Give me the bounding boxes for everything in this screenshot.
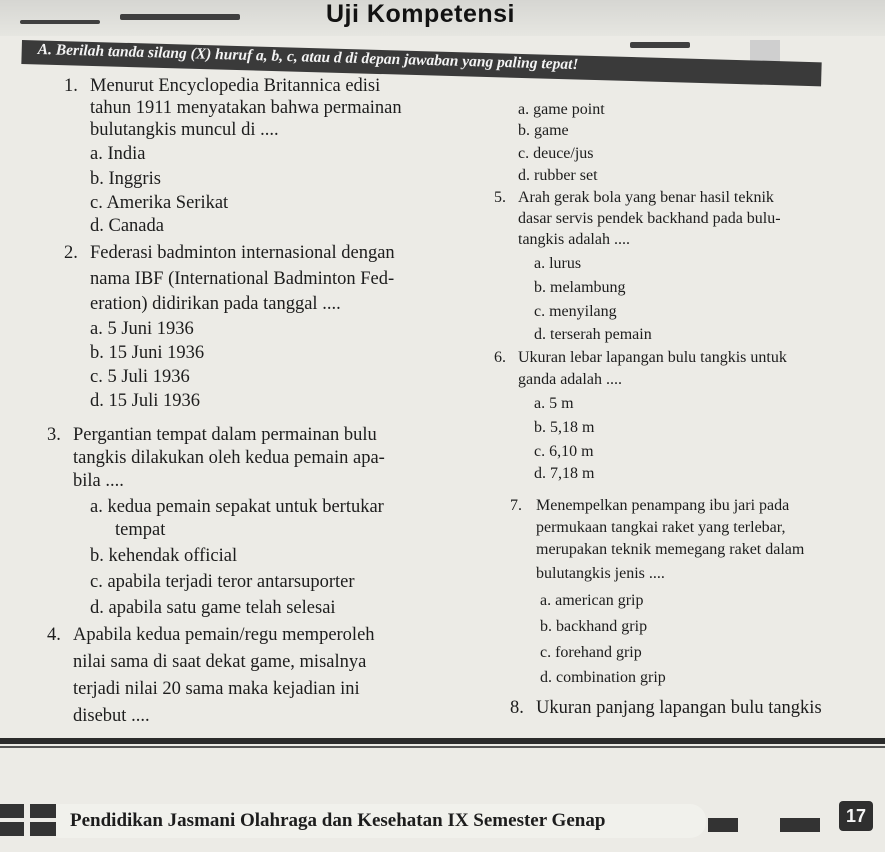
page-divider [0, 746, 885, 748]
question-text-line: disebut .... [73, 706, 150, 726]
answer-option[interactable]: d. 15 Juli 1936 [90, 391, 200, 411]
answer-option[interactable]: b. melambung [534, 279, 626, 296]
answer-option[interactable]: a. kedua pemain sepakat untuk bertukar [90, 497, 384, 517]
answer-option[interactable]: d. combination grip [540, 669, 666, 686]
answer-option[interactable]: a. lurus [534, 255, 582, 272]
question-number: 8. [510, 698, 524, 718]
answer-option[interactable]: a. 5 Juni 1936 [90, 319, 194, 339]
question-text-line: ganda adalah .... [518, 371, 622, 388]
question-text-line: Ukuran lebar lapangan bulu tangkis untuk [518, 349, 787, 366]
header-deco-bar [120, 14, 240, 20]
answer-option[interactable]: b. 15 Juni 1936 [90, 343, 205, 363]
answer-option[interactable]: c. menyilang [534, 303, 617, 320]
answer-option[interactable]: c. Amerika Serikat [90, 193, 229, 213]
answer-option[interactable]: b. 5,18 m [534, 419, 595, 436]
answer-option[interactable]: c. apabila terjadi teror antarsuporter [90, 572, 355, 592]
question-text-line: Menurut Encyclopedia Britannica edisi [90, 76, 381, 96]
answer-option[interactable]: c. 5 Juli 1936 [90, 367, 190, 387]
answer-option[interactable]: b. backhand grip [540, 618, 648, 635]
question-text-line: tangkis dilakukan oleh kedua pemain apa- [73, 448, 385, 468]
answer-option[interactable]: d. Canada [90, 216, 164, 236]
question-number: 2. [64, 243, 78, 263]
question-text-line: permukaan tangkai raket yang terlebar, [536, 519, 786, 536]
question-text-line: tahun 1911 menyatakan bahwa permainan [90, 98, 402, 118]
answer-option[interactable]: b. Inggris [90, 169, 161, 189]
question-number: 1. [64, 76, 78, 96]
question-text-line: bulutangkis jenis .... [536, 565, 665, 582]
book-title: Pendidikan Jasmani Olahraga dan Kesehatan IX Semester Genap [56, 804, 706, 838]
header-deco-bar [20, 20, 100, 24]
page-divider [0, 738, 885, 744]
question-number: 7. [510, 497, 522, 514]
question-text-line: Ukuran panjang lapangan bulu tangkis [536, 698, 822, 718]
question-text-line: tangkis adalah .... [518, 231, 630, 248]
answer-option[interactable]: b. kehendak official [90, 546, 238, 566]
question-number: 3. [47, 425, 61, 445]
answer-option[interactable]: b. game [518, 122, 569, 139]
answer-option[interactable]: c. 6,10 m [534, 443, 594, 460]
question-number: 6. [494, 349, 506, 366]
instruction-text: A. Berilah tanda silang (X) huruf a, b, c, atau d di depan jawaban yang paling tepat! [37, 41, 579, 74]
question-number: 5. [494, 189, 506, 206]
answer-option[interactable]: d. rubber set [518, 167, 598, 184]
footer-deco-block [708, 818, 738, 832]
answer-option[interactable]: d. terserah pemain [534, 326, 652, 343]
answer-option[interactable]: c. deuce/jus [518, 145, 594, 162]
footer-deco-block [30, 804, 56, 818]
answer-option[interactable]: a. american grip [540, 592, 644, 609]
answer-option[interactable]: a. game point [518, 101, 605, 118]
question-text-line: bulutangkis muncul di .... [90, 120, 279, 140]
answer-option[interactable]: d. apabila satu game telah selesai [90, 598, 336, 618]
footer-deco-block [0, 804, 24, 818]
page-number: 17 [839, 801, 873, 831]
question-text-line: Pergantian tempat dalam permainan bulu [73, 425, 377, 445]
answer-option[interactable]: c. forehand grip [540, 644, 642, 661]
question-text-line: terjadi nilai 20 sama maka kejadian ini [73, 679, 360, 699]
question-number: 4. [47, 625, 61, 645]
question-text-line: nama IBF (International Badminton Fed- [90, 269, 395, 289]
question-text-line: nilai sama di saat dekat game, misalnya [73, 652, 367, 672]
question-text-line: Menempelkan penampang ibu jari pada [536, 497, 790, 514]
question-text-line: eration) didirikan pada tanggal .... [90, 294, 341, 314]
answer-option[interactable]: a. 5 m [534, 395, 574, 412]
header-deco-bar [630, 42, 690, 48]
page-title: Uji Kompetensi [326, 0, 515, 28]
question-text-line: merupakan teknik memegang raket dalam [536, 541, 805, 558]
question-text-line: Apabila kedua pemain/regu memperoleh [73, 625, 375, 645]
question-text-line: Arah gerak bola yang benar hasil teknik [518, 189, 774, 206]
answer-option[interactable]: a. India [90, 144, 146, 164]
question-text-line: dasar servis pendek backhand pada bulu- [518, 210, 781, 227]
footer-deco-block [30, 822, 56, 836]
footer-deco-block [780, 818, 820, 832]
answer-option-continuation: tempat [115, 520, 166, 540]
question-text-line: bila .... [73, 471, 124, 491]
answer-option[interactable]: d. 7,18 m [534, 465, 595, 482]
question-text-line: Federasi badminton internasional dengan [90, 243, 395, 263]
footer-deco-block [0, 822, 24, 836]
